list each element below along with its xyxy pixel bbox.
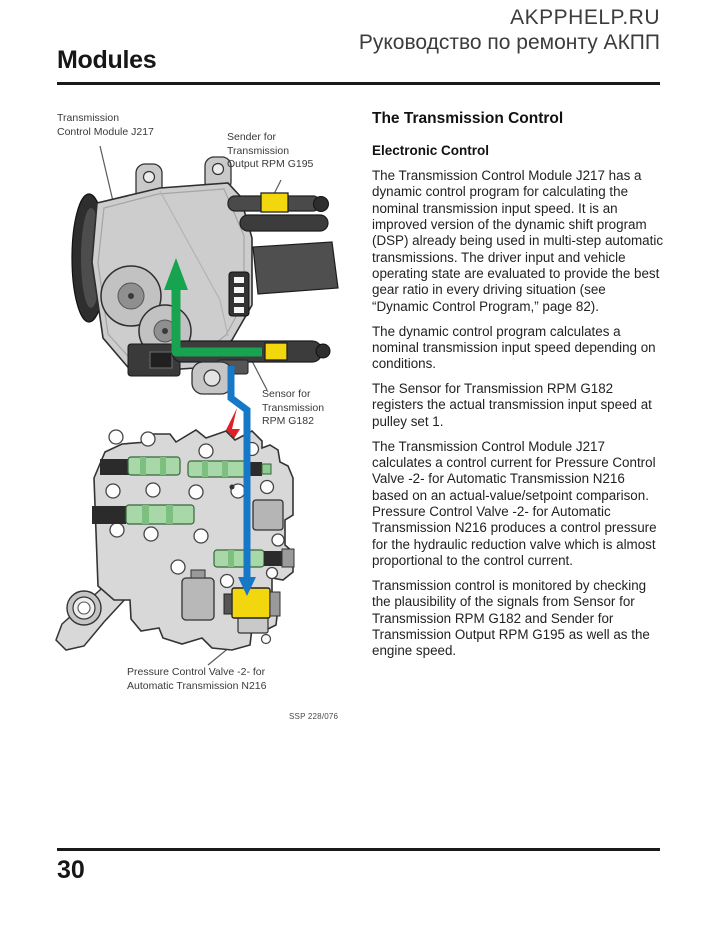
article-paragraph: The Transmission Control Module J217 calculates a control current for Pressure Control Valve -2- for Automatic Transmission N216 based on an actual-value/setpoint comparison. Pressure Control Valve -2- for Automatic Transmission N216 produces a control pressure for the hydraulic reduction valve which is almost proportional to the control current. <box>372 438 657 569</box>
article-paragraph: The dynamic control program calculates a nominal transmission input speed depending on conditions. <box>372 323 656 372</box>
header-rule <box>57 82 660 85</box>
solenoid-cylinder <box>182 578 214 620</box>
article-paragraph: The Sensor for Transmission RPM G182 registers the actual transmission input speed at pulley set 1. <box>372 381 652 429</box>
module-connector <box>253 242 338 294</box>
label-pressure-valve-n216: Pressure Control Valve -2- for Automatic Transmission N216 <box>127 666 267 692</box>
article-column <box>372 110 664 668</box>
label-sensor-g182: Sensor for Transmission RPM G182 <box>262 388 325 427</box>
label-control-module-j217: Transmission Control Module J217 <box>57 112 154 138</box>
site-name: AKPPHELP.RU <box>510 6 660 29</box>
page-number: 30 <box>57 856 85 884</box>
sender-g195 <box>261 193 288 212</box>
site-subtitle: Руководство по ремонту АКПП <box>358 31 660 54</box>
article-paragraph: The Transmission Control Module J217 has a dynamic control program for calculating the nominal transmission input speed. It is an improved version of the dynamic shift program (DSP) already being used in multi-step automatic transmissions. The driver input and vehicle operating state are evaluated to provide the best gear ratio in every driving situation (see “Dynamic Control Program,” page 82). <box>372 168 664 314</box>
sensor-g182 <box>265 343 287 360</box>
footer-rule <box>57 848 660 851</box>
label-sender-g195: Sender for Transmission Output RPM G195 <box>227 131 314 170</box>
valve-body-illustration <box>56 430 294 650</box>
article-subtitle: Electronic Control <box>372 143 490 158</box>
pointer-line-sensor <box>252 361 267 390</box>
section-title: Modules <box>57 46 157 74</box>
control-module-illustration <box>72 157 338 394</box>
article-title: The Transmission Control <box>372 110 564 127</box>
pressure-valve-n216 <box>232 588 270 618</box>
article-paragraph: Transmission control is monitored by checking the plausibility of the signals from Sensor for Transmission RPM G182 and Sender for Transmission Output RPM G195 as well as the engine speed. <box>372 577 650 659</box>
figure-caption: SSP 228/076 <box>289 712 339 721</box>
